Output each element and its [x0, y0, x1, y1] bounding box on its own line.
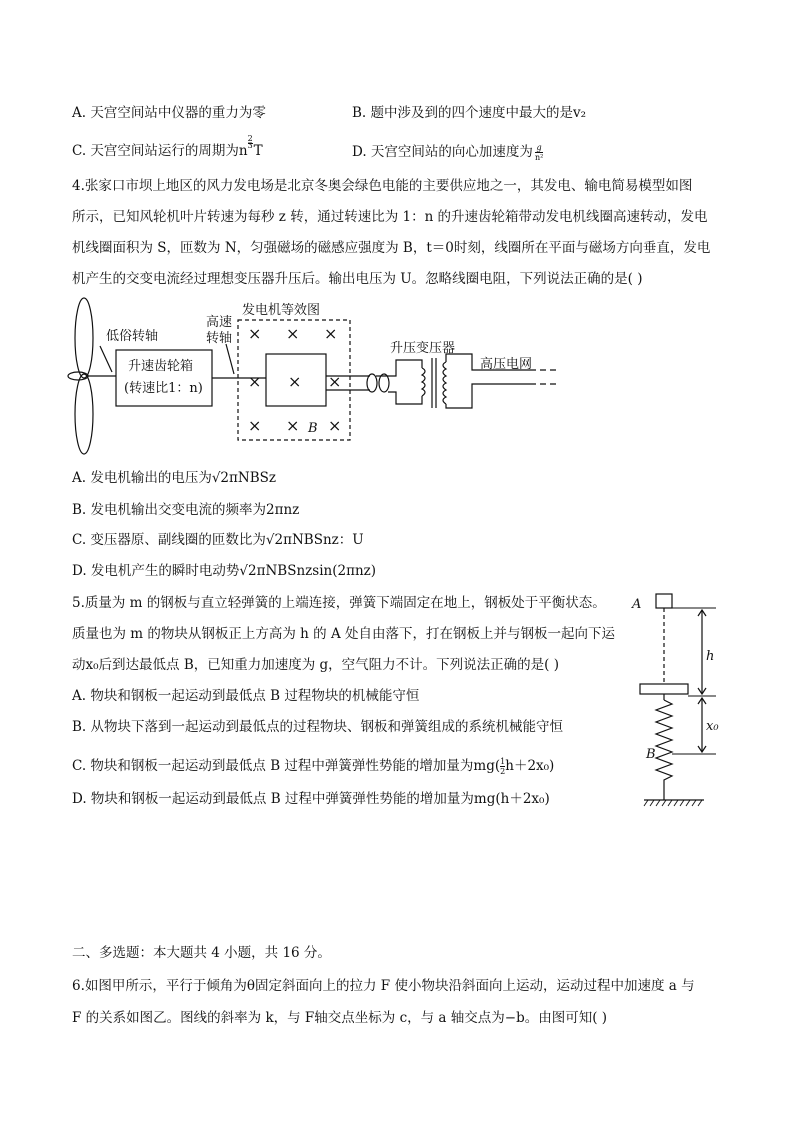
q3-option-d-text: D. 天宫空间站的向心加速度为: [352, 144, 533, 160]
field-cross: ×: [328, 416, 342, 435]
turbine-blade-bottom: [75, 374, 93, 454]
steel-plate: [640, 684, 688, 694]
label-b: B: [646, 747, 656, 762]
slip-ring-2: [379, 374, 389, 392]
q5-option-d: D. 物块和钢板一起运动到最低点 B 过程中弹簧弹性势能的增加量为mg(h＋2x₀): [72, 791, 550, 807]
label-h: h: [706, 649, 715, 664]
q5-stem-line-3: 动x₀后到达最低点 B，已知重力加速度为 g，空气阻力不计。下列说法正确的是( ): [72, 657, 559, 673]
field-cross: ×: [324, 324, 338, 343]
q5-stem-line-1: 5.质量为 m 的钢板与直立轻弹簧的上端连接，弹簧下端固定在地上，钢板处于平衡状态。: [72, 595, 606, 611]
field-cross: ×: [248, 324, 262, 343]
q3-option-b: B. 题中涉及到的四个速度中最大的是v₂: [352, 105, 587, 121]
label-grid: 高压电网: [480, 357, 533, 372]
field-cross: ×: [248, 416, 262, 435]
q4-stem-line-1: 4.张家口市坝上地区的风力发电场是北京冬奥会绿色电能的主要供应地之一，其发电、输电简易模型如图: [72, 178, 693, 194]
field-cross: ×: [328, 372, 342, 391]
q6-stem-line-2: F 的关系如图乙。图线的斜率为 k，与 F轴交点坐标为 c，与 a 轴交点为−b。由图可知( ): [72, 1010, 608, 1026]
slip-ring-1: [367, 374, 377, 392]
q4-option-a: A. 发电机输出的电压为√2πNBSz: [72, 470, 276, 486]
q4-generator-figure: [60, 296, 580, 458]
section-2-heading: 二、多选题：本大题共 4 小题，共 16 分。: [72, 945, 331, 961]
field-cross: ×: [286, 324, 300, 343]
q3-option-c: [72, 134, 263, 159]
q5-option-c-text: C. 物块和钢板一起运动到最低点 B 过程中弹簧弹性势能的增加量为mg(: [72, 758, 501, 774]
q6-stem-line-1: 6.如图甲所示，平行于倾角为θ固定斜面向上的拉力 F 使小物块沿斜面向上运动，运动过程中加速度 a 与: [72, 978, 695, 994]
block-a: [656, 594, 672, 608]
q4-stem-line-3: 机线圈面积为 S，匝数为 N，匀强磁场的磁感应强度为 B，t＝0时刻，线圈所在平面与磁场方向垂直，发电: [72, 240, 711, 256]
spring: [656, 700, 672, 800]
label-a: A: [632, 597, 642, 612]
label-high-shaft-2: 转轴: [206, 331, 233, 346]
q3-option-d-num: g: [536, 143, 542, 152]
q5-option-c-tail: h＋2x₀): [505, 758, 555, 774]
q4-stem-line-2: 所示，已知风轮机叶片转速为每秒 z 转，通过转速比为 1：n 的升速齿轮箱带动发电机线圈高速转动，发电: [72, 209, 708, 225]
q3-option-c-sup: 3: [247, 141, 253, 150]
q3-option-a: A. 天宫空间站中仪器的重力为零: [72, 105, 266, 121]
q3-option-c-tail: T: [253, 143, 263, 159]
label-low-shaft: 低俗转轴: [106, 329, 159, 344]
q3-option-c-sup2: 2: [247, 134, 253, 143]
q5-stem-line-2: 质量也为 m 的物块从钢板正上方高为 h 的 A 处自由落下，打在钢板上并与钢板一起向下运: [72, 626, 615, 642]
q3-option-c-text: C. 天宫空间站运行的周期为n: [72, 143, 248, 159]
q5-option-c-num: 1: [500, 757, 506, 766]
label-x0: x₀: [706, 719, 719, 734]
q5-option-c: [72, 757, 554, 776]
q3-option-d-den: n²: [534, 153, 544, 162]
field-cross: ×: [288, 372, 302, 391]
field-cross: ×: [286, 416, 300, 435]
label-field-b: B: [308, 421, 318, 436]
field-cross: ×: [248, 372, 262, 391]
q5-option-c-den: 2: [500, 767, 506, 776]
q4-option-d: D. 发电机产生的瞬时电动势√2πNBSnzsin(2πnz): [72, 563, 377, 579]
label-gear-box-2: (转速比1：n): [124, 381, 203, 396]
q5-option-a: A. 物块和钢板一起运动到最低点 B 过程物块的机械能守恒: [72, 688, 420, 704]
label-high-shaft-1: 高速: [206, 315, 233, 330]
q5-option-b: B. 从物块下落到一起运动到最低点的过程物块、钢板和弹簧组成的系统机械能守恒: [72, 719, 564, 735]
q3-option-d: [352, 143, 543, 162]
label-transformer: 升压变压器: [390, 341, 456, 356]
turbine-hub: [68, 372, 88, 380]
q4-option-c: C. 变压器原、副线圈的匝数比为√2πNBSnz：U: [72, 532, 364, 548]
q5-spring-figure: [624, 588, 734, 808]
turbine-blade-top: [75, 298, 93, 378]
label-gear-box-1: 升速齿轮箱: [128, 359, 194, 374]
q4-stem-line-4: 机产生的交变电流经过理想变压器升压后。输出电压为 U。忽略线圈电阻，下列说法正确的是( ): [72, 271, 643, 287]
label-generator: 发电机等效图: [242, 303, 321, 318]
q4-option-b: B. 发电机输出交变电流的频率为2πnz: [72, 502, 300, 518]
